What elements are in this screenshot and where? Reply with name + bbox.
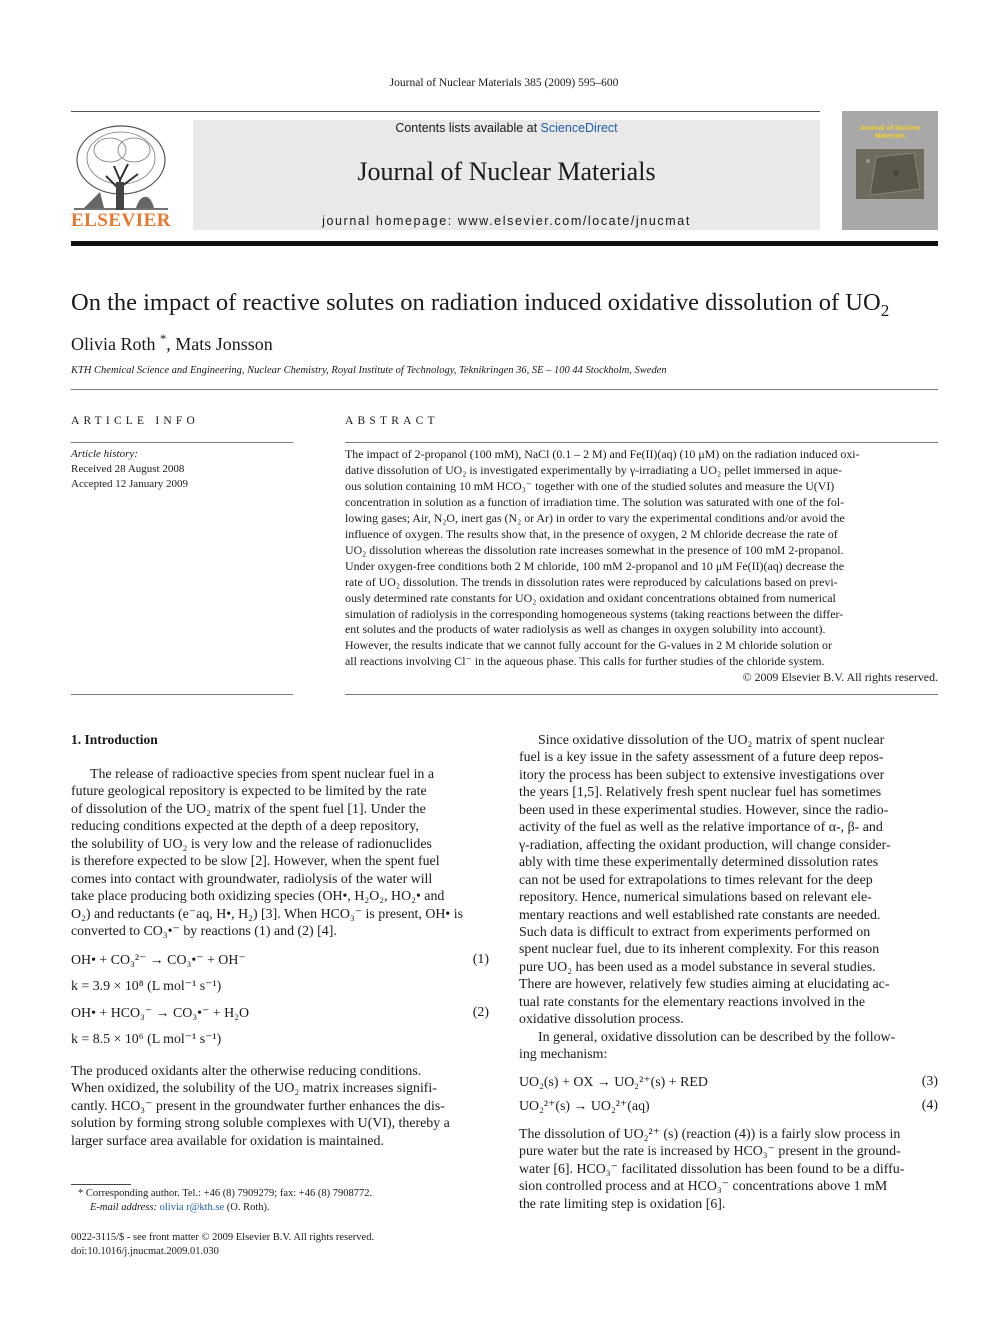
paragraph-line: of dissolution of the UO₂ matrix of the spent fuel [1]. Under the xyxy=(71,801,426,817)
abstract-line: dative dissolution of UO₂ is investigated experimentally by γ-irradiating a UO₂ pellet immersed in aque- xyxy=(345,462,842,477)
elsevier-logo-text: ELSEVIER xyxy=(70,210,172,231)
abstract-line: The impact of 2-propanol (100 mM), NaCl (0.1 – 2 M) and Fe(II)(aq) (10 μM) on the radiation induced oxi- xyxy=(345,447,860,461)
paragraph-line: itory the process has been subject to extensive investigations over xyxy=(519,767,885,783)
paragraph-line: O₂) and reductants (e⁻aq, H•, H₂) [3]. When HCO₃⁻ is present, OH• is xyxy=(71,906,464,922)
article-info-label: ARTICLE INFO xyxy=(71,415,199,427)
intro-paragraph-3 xyxy=(519,732,938,1064)
abstract-line: Under oxygen-free conditions both 2 M chloride, 100 mM 2-propanol and 10 μM Fe(II)(aq) decrease the xyxy=(345,558,845,573)
paragraph-line: spent nuclear fuel, due to its inherent complexity. For this reason xyxy=(519,942,880,958)
abstract-line: ous solution containing 10 mM HCO₃⁻ together with one of the studied solutes and measure the U(VI) xyxy=(345,478,835,493)
paragraph-line: Since oxidative dissolution of the UO₂ matrix of spent nuclear xyxy=(538,733,885,748)
paragraph-line: cantly. HCO₃⁻ present in the groundwater further enhances the dis- xyxy=(71,1098,445,1114)
abstract-line: rate of UO₂ dissolution. The trends in dissolution rates were reproduced by calculations based on previ- xyxy=(345,574,838,589)
paragraph-line: pure UO₂ has been used as a model substance in several studies. xyxy=(519,959,876,975)
contents-line xyxy=(193,121,820,135)
paragraph-line: The dissolution of UO₂²⁺ (s) (reaction (4)) is a fairly slow process in xyxy=(519,1127,901,1142)
paragraph-line: reducing conditions expected at the depth of a deep repository, xyxy=(71,819,419,835)
paragraph-line: sion controlled process and at HCO₃⁻ concentrations above 1 mM xyxy=(519,1179,888,1195)
article-info-bottom-rule xyxy=(71,694,293,695)
paragraph-line: pure water but the rate is increased by HCO₃⁻ present in the ground- xyxy=(519,1144,901,1160)
article-info-rule xyxy=(71,442,293,443)
email-label: E-mail address: xyxy=(90,1202,160,1213)
paragraph-line: tual rate constants for the elementary reactions involved in the xyxy=(519,994,865,1010)
paragraph-line: ing mechanism: xyxy=(519,1047,608,1063)
abstract-line: lowing gases; Air, N₂O, inert gas (N₂ or Ar) in order to vary the experimental conditions and/or avoid the xyxy=(345,510,845,525)
paragraph-line: The produced oxidants alter the otherwise reducing conditions. xyxy=(71,1064,422,1079)
intro-paragraph-2 xyxy=(71,1063,489,1150)
abstract-copyright: © 2009 Elsevier B.V. All rights reserved. xyxy=(742,670,938,684)
paragraph-line: the rate limiting step is oxidation [6]. xyxy=(519,1196,726,1212)
abstract-bottom-rule xyxy=(345,694,938,695)
cover-image-icon xyxy=(856,149,924,199)
paragraph-line: γ-radiation, affecting the oxidant production, will change consider- xyxy=(519,837,891,853)
abstract-text xyxy=(345,447,938,670)
email-link[interactable]: olivia r@kth.se xyxy=(159,1202,225,1213)
authors xyxy=(71,334,273,355)
accepted-date: Accepted 12 January 2009 xyxy=(71,478,188,490)
intro-paragraph-1 xyxy=(71,766,489,941)
corresponding-author-mark[interactable]: * xyxy=(160,332,167,346)
paragraph-line: comes into contact with groundwater, radiolysis of the water will xyxy=(71,871,433,887)
paragraph-line: take place producing both oxidizing species (OH•, H₂O₂, HO₂• and xyxy=(71,889,445,905)
author-jonsson: , Mats Jonsson xyxy=(166,334,273,354)
affiliation: KTH Chemical Science and Engineering, Nuclear Chemistry, Royal Institute of Technology, Teknikringen 36, SE – 100 44 Stockholm, Sweden xyxy=(71,365,667,376)
doi-line[interactable]: doi:10.1016/j.jnucmat.2009.01.030 xyxy=(71,1246,219,1257)
sciencedirect-link[interactable]: ScienceDirect xyxy=(540,121,618,135)
paragraph-line: fuel is a key issue in the safety assessment of a future deep repos- xyxy=(519,750,884,766)
paragraph-line: water [6]. HCO₃⁻ facilitated dissolution has been found to be a diffu- xyxy=(519,1161,905,1177)
email-suffix: (O. Roth). xyxy=(224,1202,270,1213)
equation-2-rate-constant: k = 8.5 × 10⁶ (L mol⁻¹ s⁻¹) xyxy=(71,1032,222,1047)
abstract-line: ent solutes and the products of water radiolysis as well as changes in oxygen solubility into account). xyxy=(345,622,826,637)
paragraph-line: When oxidized, the solubility of the UO₂ matrix increases signifi- xyxy=(71,1081,437,1097)
paragraph-line: is therefore expected to be slow [2]. However, when the spent fuel xyxy=(71,854,440,870)
abstract-line: influence of oxygen. The results show that, in the presence of oxygen, 2 M chloride decrease the rate of xyxy=(345,526,838,541)
front-matter xyxy=(71,1231,374,1259)
title-rule xyxy=(71,389,938,390)
paragraph-line: activity of the fuel as well as the relative importance of α-, β- and xyxy=(519,820,883,836)
equation-1-number: (1) xyxy=(472,952,489,967)
paragraph-line: Such data is difficult to extract from experiments performed on xyxy=(519,924,871,940)
article-title-subscript: 2 xyxy=(880,300,890,320)
article-title xyxy=(71,289,951,320)
paragraph-line: There are however, relatively few studies aiming at elucidating ac- xyxy=(519,977,890,993)
abstract-line: concentration in solution as a function of irradiation time. The solution was saturated with one of the fol- xyxy=(345,494,845,509)
abstract-line: all reactions involving Cl⁻ in the aqueous phase. This calls for further studies of the chloride system. xyxy=(345,654,825,669)
contents-prefix: Contents lists available at xyxy=(395,121,541,135)
abstract-label: ABSTRACT xyxy=(345,415,439,427)
paragraph-line: can not be used for extrapolations to times relevant for the deep xyxy=(519,872,873,888)
paragraph-line: In general, oxidative dissolution can be described by the follow- xyxy=(538,1029,896,1045)
paragraph-line: mentary reactions and well established rate constants are needed. xyxy=(519,907,881,923)
issn-line: 0022-3115/$ - see front matter © 2009 Elsevier B.V. All rights reserved. xyxy=(71,1232,375,1243)
journal-homepage[interactable]: journal homepage: www.elsevier.com/locate/jnucmat xyxy=(322,214,691,228)
paragraph-line: ably with time these experimentally determined dissolution rates xyxy=(519,855,879,871)
footnotes xyxy=(78,1187,372,1215)
article-history xyxy=(71,447,188,492)
author-roth: Olivia Roth xyxy=(71,334,156,354)
paragraph-line: the solubility of UO₂ is very low and the release of radionuclides xyxy=(71,836,432,852)
history-label: Article history: xyxy=(71,448,138,460)
cover-title: Journal of Nuclear Materials xyxy=(859,125,921,140)
equation-2: OH• + HCO₃⁻ → CO₃•⁻ + H₂O xyxy=(71,1006,250,1021)
footnote-rule xyxy=(71,1184,131,1185)
equation-2-number: (2) xyxy=(472,1005,489,1020)
journal-title: Journal of Nuclear Materials xyxy=(357,157,656,186)
article-title-text: On the impact of reactive solutes on radiation induced oxidative dissolution of UO xyxy=(71,289,881,316)
abstract-line: However, the results indicate that we cannot fully account for the G-values in 2 M chloride solution or xyxy=(345,638,832,653)
paragraph-line: repository. Hence, numerical simulations based on relevant ele- xyxy=(519,890,872,906)
section-heading-introduction: 1. Introduction xyxy=(71,732,158,747)
paragraph-line: been used in these experimental studies. However, since the radio- xyxy=(519,802,889,818)
abstract-rule xyxy=(345,442,938,443)
abstract-line: UO₂ dissolution whereas the dissolution rate increases somewhat in the presence of 100 mM 2-propanol. xyxy=(345,542,844,557)
paragraph-line: converted to CO₃•⁻ by reactions (1) and (2) [4]. xyxy=(71,924,337,940)
paragraph-line: oxidative dissolution process. xyxy=(519,1012,684,1028)
paragraph-line: future geological repository is expected to be limited by the rate xyxy=(71,784,427,800)
equation-3: UO₂(s) + OX → UO₂²⁺(s) + RED xyxy=(519,1075,708,1090)
abstract-line: simulation of radiolysis in the corresponding homogeneous systems (taking reactions between the differ- xyxy=(345,606,844,621)
equation-1: OH• + CO₃²⁻ → CO₃•⁻ + OH⁻ xyxy=(71,953,246,968)
equation-1-rate-constant: k = 3.9 × 10⁸ (L mol⁻¹ s⁻¹) xyxy=(71,979,222,994)
equation-3-number: (3) xyxy=(921,1074,938,1089)
received-date: Received 28 August 2008 xyxy=(71,463,185,475)
paragraph-line: solution by forming strong soluble complexes with U(VI), thereby a xyxy=(71,1116,450,1132)
footnote-corresponding-author: * Corresponding author. Tel.: +46 (8) 7909279; fax: +46 (8) 7908772. xyxy=(78,1188,373,1199)
header-thick-rule xyxy=(71,241,938,246)
paragraph-line: The release of radioactive species from spent nuclear fuel in a xyxy=(90,767,435,782)
abstract-line: ously determined rate constants for UO₂ oxidation and oxidant concentrations obtained from numerical xyxy=(345,590,836,605)
intro-paragraph-4 xyxy=(519,1126,938,1213)
equation-4-number: (4) xyxy=(921,1098,938,1113)
footnote-email-line xyxy=(78,1201,372,1215)
paragraph-line: larger surface area available for oxidation is maintained. xyxy=(71,1133,384,1149)
journal-cover-thumbnail xyxy=(842,111,938,230)
header-rule xyxy=(71,111,820,112)
journal-citation: Journal of Nuclear Materials 385 (2009) 595–600 xyxy=(389,77,619,89)
equation-4: UO₂²⁺(s) → UO₂²⁺(aq) xyxy=(519,1099,650,1114)
paragraph-line: the years [1,5]. Relatively fresh spent nuclear fuel has sometimes xyxy=(519,785,882,801)
